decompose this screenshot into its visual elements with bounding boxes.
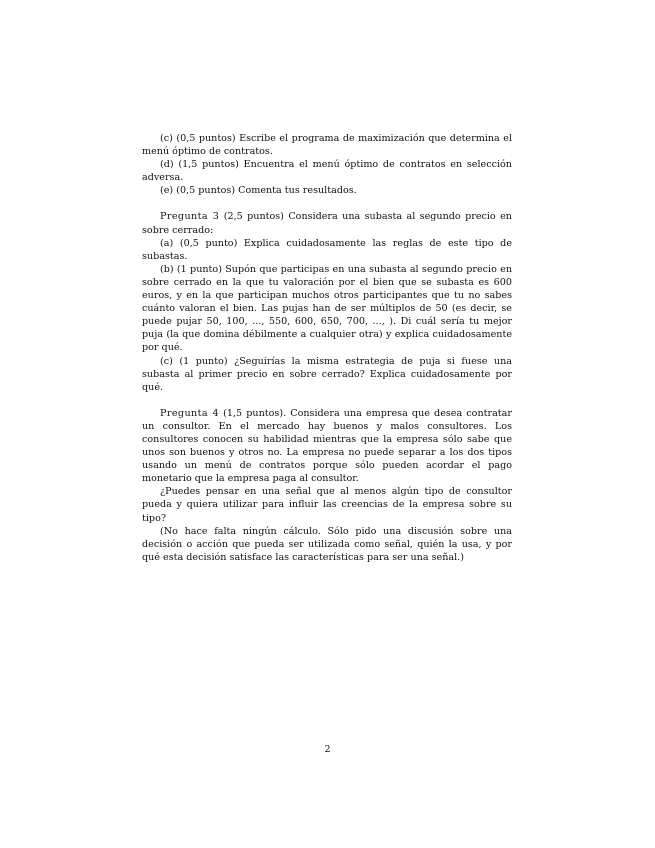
question-3-part-a: (a) (0,5 punto) Explica cuidadosamente las reglas de este tipo de subastas. — [142, 237, 512, 262]
question-3-part-b: (b) (1 punto) Supón que participas en una subasta al segundo precio en sobre cerrado en la que tu valoración por el bien que se subasta es 600 euros, y en la que participan muchos otros participantes que tu no sabes cuánto valoran el bien. Las pujas han de ser múltiplos de 50 (es decir, se puede pujar 50, 100, ..., 550, 600, 650, 700, ..., ). Di cuál sería tu mejor puja (la que domina débilmente a cualquier otra) y explica cuidadosamente por qué. — [142, 263, 512, 354]
item-e-comment: (e) (0,5 puntos) Comenta tus resultados. — [160, 185, 357, 197]
question-4-note: (No hace falta ningún cálculo. Sólo pido una discusión sobre una decisión o acción que pueda ser utilizada como señal, quién la usa, y por qué esta decisión satisface las características para ser una señal.) — [142, 525, 512, 563]
spacer — [142, 394, 512, 407]
question-4-text: Considera una empresa que desea contratar un consultor. En el mercado hay buenos y malos consultores. Los consultores conocen su habilidad mientras que la empresa sólo sabe que unos son buenos y otros no. La empresa no puede separar a los dos tipos usando un menú de contratos porque sólo pueden acordar el pago monetario que la empresa paga al consultor. — [142, 407, 512, 485]
question-3-intro — [142, 210, 512, 236]
item-d-optimal-menu: (d) (1,5 puntos) Encuentra el menú óptimo de contratos en selección adversa. — [142, 159, 512, 184]
question-3-title: Pregunta 3 — [160, 211, 220, 223]
spacer — [142, 197, 512, 210]
page-body — [142, 132, 512, 564]
question-4-title: Pregunta 4 — [160, 407, 220, 419]
question-4-points: (1,5 puntos). — [223, 407, 287, 419]
item-c-maximization: (c) (0,5 puntos) Escribe el programa de maximización que determina el menú óptimo de contratos. — [142, 133, 512, 158]
question-4-intro — [142, 407, 512, 486]
question-4-signal-question: ¿Puedes pensar en una señal que al menos algún tipo de consultor pueda y quiera utilizar para influir las creencias de la empresa sobre su tipo? — [142, 486, 512, 524]
question-3-part-c: (c) (1 punto) ¿Seguirías la misma estrategia de puja si fuese una subasta al primer precio en sobre cerrado? Explica cuidadosamente por qué. — [142, 355, 512, 393]
question-3-points: (2,5 puntos) — [223, 211, 284, 223]
page-number: 2 — [324, 744, 331, 755]
question-3-text: Considera una subasta al segundo precio en sobre cerrado: — [142, 211, 512, 236]
